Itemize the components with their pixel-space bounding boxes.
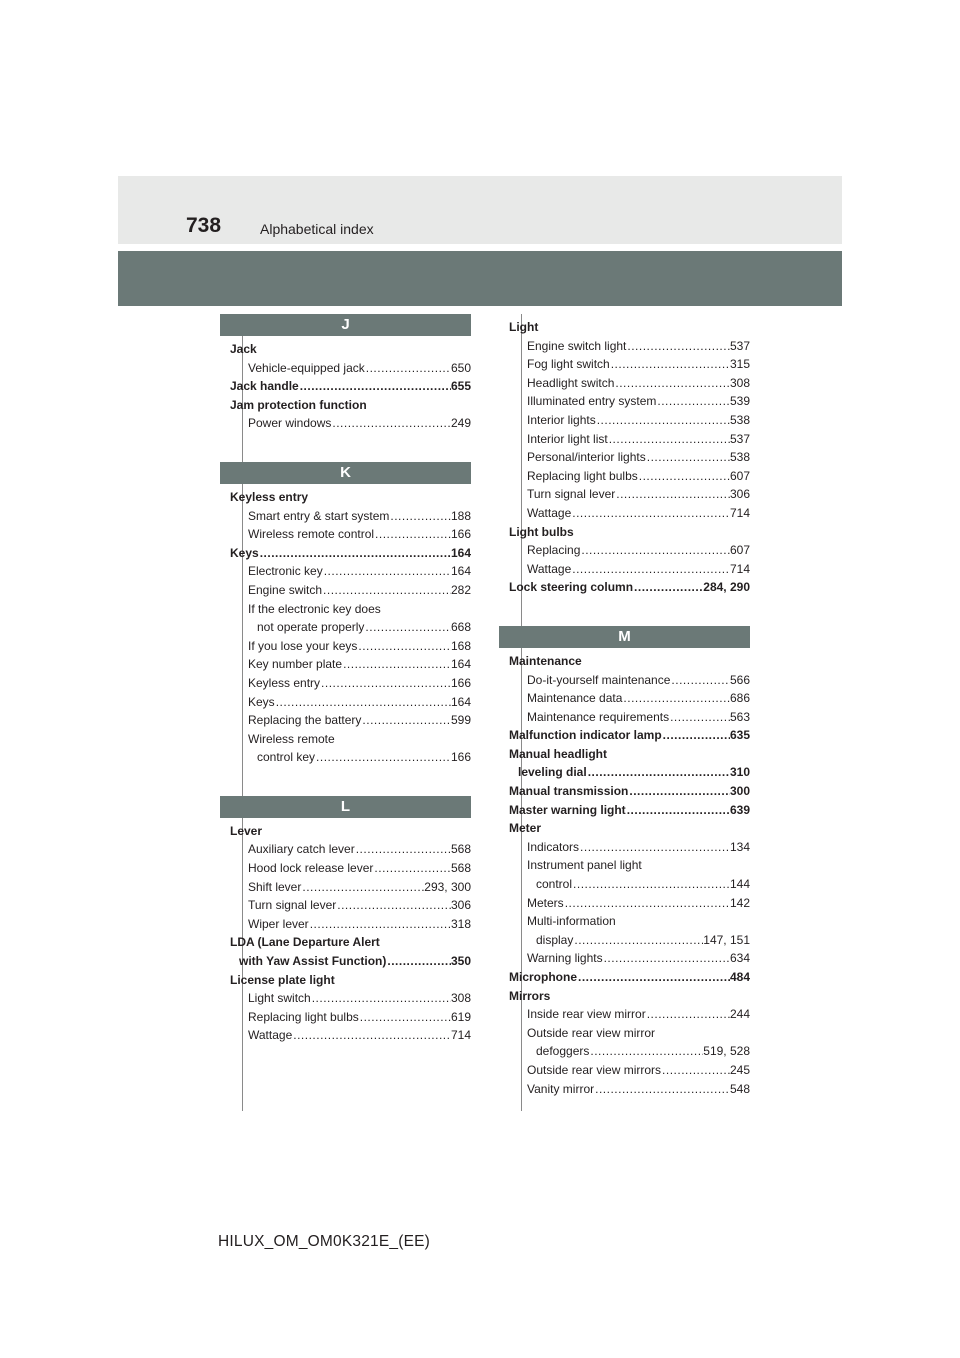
entry-text: Jam protection function — [230, 397, 367, 412]
entry-text: Replacing light bulbs — [527, 468, 638, 483]
dot-leader — [626, 801, 730, 820]
dot-leader — [322, 581, 451, 600]
page-reference: 484 — [729, 970, 750, 984]
index-subentry — [499, 448, 750, 467]
entry-text: Maintenance — [509, 653, 582, 668]
page-reference: 168 — [450, 638, 471, 653]
page-reference: 315 — [729, 357, 750, 372]
entry-text: Keys — [230, 545, 259, 560]
page-reference: 318 — [450, 916, 471, 931]
dot-leader — [626, 337, 730, 356]
entry-text: Wattage — [248, 1028, 293, 1043]
index-entry — [220, 340, 471, 359]
page-reference: 538 — [729, 450, 750, 465]
entry-text: Engine switch — [248, 582, 323, 597]
entry-text: Key number plate — [248, 657, 343, 672]
entry-text: Vanity mirror — [527, 1081, 595, 1096]
dot-leader — [361, 711, 451, 730]
page-reference: 668 — [450, 620, 471, 635]
page-reference: 164 — [450, 657, 471, 672]
index-subentry — [220, 896, 471, 915]
page-reference: 539 — [729, 394, 750, 409]
index-subentry — [220, 507, 471, 526]
page-reference: 568 — [450, 861, 471, 876]
index-entry — [220, 377, 471, 396]
index-subentry — [499, 374, 750, 393]
index-entry — [499, 726, 750, 745]
dot-leader — [355, 840, 451, 859]
dot-leader — [589, 1042, 703, 1061]
entry-text: Multi-information — [527, 914, 616, 929]
index-subentry — [499, 504, 750, 523]
dot-leader — [374, 525, 451, 544]
section-gap — [220, 433, 471, 462]
index-subentry — [220, 600, 471, 619]
page-reference: 619 — [450, 1009, 471, 1024]
page-reference: 308 — [450, 991, 471, 1006]
entry-text: Do-it-yourself maintenance — [527, 672, 671, 687]
index-subentry — [499, 1024, 750, 1043]
index-subentry — [220, 915, 471, 934]
page-reference: 607 — [729, 543, 750, 558]
entry-text: Interior light list — [527, 431, 608, 446]
page-reference: 350 — [450, 954, 471, 969]
entry-text: Electronic key — [248, 564, 323, 579]
dot-leader — [628, 782, 730, 801]
dot-leader — [579, 838, 730, 857]
entry-text: Fog light switch — [527, 357, 610, 372]
dot-leader — [646, 448, 730, 467]
page-reference: 568 — [450, 842, 471, 857]
index-subentry — [220, 1026, 471, 1045]
entry-text: Hood lock release lever — [248, 861, 374, 876]
index-subentry — [499, 912, 750, 931]
entry-text: Inside rear view mirror — [527, 1007, 646, 1022]
page-reference: 563 — [729, 709, 750, 724]
index-subentry — [499, 689, 750, 708]
index-subentry — [499, 949, 750, 968]
page-reference: 519, 528 — [703, 1044, 750, 1059]
index-subentry — [220, 859, 471, 878]
index-subentry — [499, 856, 750, 875]
page-reference: 686 — [729, 691, 750, 706]
page-reference: 166 — [450, 527, 471, 542]
dot-leader — [662, 726, 730, 745]
dot-leader — [331, 414, 451, 433]
dot-leader — [359, 1008, 451, 1027]
page-reference: 306 — [729, 487, 750, 502]
entry-text: Maintenance requirements — [527, 709, 670, 724]
entry-text: Light switch — [248, 991, 311, 1006]
page-reference: 639 — [729, 802, 750, 817]
dot-leader — [320, 674, 451, 693]
page-reference: 599 — [450, 713, 471, 728]
entry-text: Master warning light — [509, 802, 626, 817]
dot-leader — [603, 949, 730, 968]
index-subentry — [220, 1008, 471, 1027]
page-reference: 634 — [729, 951, 750, 966]
dot-leader — [661, 1061, 730, 1080]
index-subentry — [499, 1080, 750, 1099]
page-reference: 249 — [450, 416, 471, 431]
page-reference: 144 — [729, 877, 750, 892]
page-reference: 714 — [729, 505, 750, 520]
entry-text: Instrument panel light — [527, 858, 642, 873]
dot-leader — [670, 671, 730, 690]
page-reference: 538 — [729, 412, 750, 427]
index-entry — [499, 745, 750, 764]
page-reference: 164 — [450, 694, 471, 709]
index-subentry — [499, 411, 750, 430]
dot-leader — [633, 578, 703, 597]
dot-leader — [311, 989, 451, 1008]
index-subentry — [499, 1061, 750, 1080]
entry-text: Vehicle-equipped jack — [248, 360, 365, 375]
index-subentry — [499, 875, 750, 894]
page-reference: 650 — [450, 360, 471, 375]
page-reference: 537 — [729, 338, 750, 353]
dot-leader — [614, 374, 730, 393]
entry-text: Jack — [230, 342, 257, 356]
entry-text: Warning lights — [527, 951, 603, 966]
index-subentry — [220, 748, 471, 767]
index-subentry — [220, 637, 471, 656]
dot-leader — [594, 1080, 730, 1099]
dot-leader — [299, 377, 451, 396]
dot-leader — [364, 618, 451, 637]
entry-text: Wireless remote control — [248, 527, 375, 542]
section-gap — [220, 767, 471, 796]
index-entry — [220, 971, 471, 990]
page-reference: 714 — [729, 561, 750, 576]
index-subentry — [499, 1042, 750, 1061]
entry-text: Keys — [248, 694, 275, 709]
index-subentry — [499, 671, 750, 690]
dot-leader — [580, 541, 730, 560]
index-subentry — [499, 430, 750, 449]
dot-leader — [309, 915, 451, 934]
page-reference: 166 — [450, 675, 471, 690]
section-header: M — [499, 626, 750, 648]
entry-text: Turn signal lever — [248, 898, 337, 913]
entry-text: Personal/interior lights — [527, 450, 646, 465]
page-reference: 310 — [729, 765, 750, 780]
index-subentry — [220, 414, 471, 433]
dot-leader — [646, 1005, 730, 1024]
index-subentry — [220, 581, 471, 600]
dot-leader — [386, 952, 451, 971]
index-subentry — [220, 562, 471, 581]
page-reference: 166 — [450, 750, 471, 765]
dot-leader — [573, 931, 703, 950]
dot-leader — [587, 763, 730, 782]
index-subentry — [499, 894, 750, 913]
dot-leader — [622, 689, 730, 708]
dot-leader — [275, 693, 451, 712]
page-reference: 293, 300 — [424, 879, 471, 894]
dot-leader — [571, 560, 730, 579]
index-subentry — [220, 730, 471, 749]
page-reference: 284, 290 — [703, 580, 750, 595]
entry-text: Indicators — [527, 839, 580, 854]
entry-text: Manual transmission — [509, 784, 629, 799]
dot-leader — [596, 411, 730, 430]
dot-leader — [342, 655, 451, 674]
entry-text: with Yaw Assist Function) — [239, 954, 387, 969]
page-number: 738 — [186, 214, 222, 237]
index-entry — [220, 488, 471, 507]
index-entry — [499, 318, 750, 337]
dot-leader — [577, 968, 730, 987]
index-entry — [499, 819, 750, 838]
entry-text: Replacing — [527, 543, 581, 558]
index-subentry — [499, 838, 750, 857]
dot-leader — [259, 544, 451, 563]
entry-text: Engine switch light — [527, 338, 627, 353]
page-reference: 306 — [450, 898, 471, 913]
header-band — [118, 176, 842, 244]
dot-leader — [610, 355, 730, 374]
entry-text: Mirrors — [509, 988, 551, 1003]
entry-text: Manual headlight — [509, 746, 608, 761]
section-header: J — [220, 314, 471, 336]
page-reference: 134 — [729, 839, 750, 854]
entry-text: Light bulbs — [509, 524, 574, 539]
page-reference: 566 — [729, 672, 750, 687]
index-subentry — [499, 1005, 750, 1024]
page-reference: 308 — [729, 375, 750, 390]
index-subentry — [220, 989, 471, 1008]
page-reference: 164 — [450, 545, 471, 560]
index-entry — [220, 822, 471, 841]
entry-text: Keyless entry — [248, 675, 321, 690]
index-subentry — [499, 931, 750, 950]
entry-text: leveling dial — [518, 765, 587, 780]
entry-text: display — [536, 932, 574, 947]
dot-leader — [389, 507, 451, 526]
entry-text: Outside rear view mirror — [527, 1025, 656, 1040]
page-reference: 714 — [450, 1028, 471, 1043]
index-column-left — [220, 314, 471, 1045]
index-subentry — [220, 655, 471, 674]
index-subentry — [220, 525, 471, 544]
dot-leader — [564, 894, 730, 913]
index-entry — [220, 933, 471, 952]
entry-text: Auxiliary catch lever — [248, 842, 355, 857]
section-header: L — [220, 796, 471, 818]
entry-text: control — [536, 877, 573, 892]
index-subentry — [220, 674, 471, 693]
entry-text: Turn signal lever — [527, 487, 616, 502]
page-reference: 164 — [450, 564, 471, 579]
page-reference: 282 — [450, 582, 471, 597]
entry-text: Light — [509, 320, 539, 334]
index-subentry — [220, 952, 471, 971]
entry-text: Outside rear view mirrors — [527, 1062, 662, 1077]
index-subentry — [499, 467, 750, 486]
dot-leader — [315, 748, 451, 767]
page-reference: 245 — [729, 1062, 750, 1077]
index-subentry — [220, 618, 471, 637]
entry-text: Malfunction indicator lamp — [509, 728, 662, 743]
page-reference: 635 — [729, 728, 750, 743]
header-bar — [118, 251, 842, 306]
page-reference: 147, 151 — [703, 932, 750, 947]
index-entry — [499, 523, 750, 542]
entry-text: Meter — [509, 821, 542, 836]
dot-leader — [608, 430, 730, 449]
index-subentry — [220, 359, 471, 378]
index-subentry — [499, 392, 750, 411]
index-subentry — [499, 337, 750, 356]
entry-text: control key — [257, 750, 316, 765]
section-header: K — [220, 462, 471, 484]
index-subentry — [499, 560, 750, 579]
index-subentry — [220, 840, 471, 859]
dot-leader — [571, 504, 730, 523]
entry-text: Lever — [230, 823, 263, 838]
index-entry — [499, 652, 750, 671]
entry-text: LDA (Lane Departure Alert — [230, 935, 380, 950]
document-id: HILUX_OM_OM0K321E_(EE) — [218, 1233, 431, 1250]
entry-text: not operate properly — [257, 620, 365, 635]
index-entry — [499, 578, 750, 597]
entry-text: Smart entry & start system — [248, 508, 390, 523]
index-subentry — [499, 708, 750, 727]
index-subentry — [220, 711, 471, 730]
dot-leader — [615, 485, 730, 504]
index-subentry — [499, 763, 750, 782]
dot-leader — [373, 859, 451, 878]
entry-text: Maintenance data — [527, 691, 623, 706]
entry-text: Wiper lever — [248, 916, 309, 931]
entry-text: If you lose your keys — [248, 638, 358, 653]
entry-text: Interior lights — [527, 412, 596, 427]
dot-leader — [365, 359, 451, 378]
index-entry — [220, 544, 471, 563]
entry-text: License plate light — [230, 972, 335, 987]
entry-text: defoggers — [536, 1044, 590, 1059]
entry-text: Shift lever — [248, 879, 302, 894]
page-title: Alphabetical index — [260, 221, 374, 237]
page-reference: 548 — [729, 1081, 750, 1096]
index-entry — [499, 987, 750, 1006]
entry-text: Replacing the battery — [248, 713, 362, 728]
index-entry — [499, 968, 750, 987]
entry-text: Power windows — [248, 416, 332, 431]
dot-leader — [336, 896, 451, 915]
page-reference: 537 — [729, 431, 750, 446]
dot-leader — [572, 875, 730, 894]
index-subentry — [220, 693, 471, 712]
entry-text: If the electronic key does — [248, 601, 381, 616]
page-reference: 607 — [729, 468, 750, 483]
page-reference: 655 — [450, 379, 471, 394]
entry-text: Lock steering column — [509, 580, 634, 595]
index-entry — [499, 782, 750, 801]
page-reference: 142 — [729, 895, 750, 910]
index-subentry — [499, 355, 750, 374]
entry-text: Wattage — [527, 561, 572, 576]
index-column-right — [499, 318, 750, 1098]
index-entry — [499, 801, 750, 820]
page-reference: 188 — [450, 508, 471, 523]
dot-leader — [301, 878, 424, 897]
index-subentry — [499, 541, 750, 560]
entry-text: Microphone — [509, 970, 577, 984]
dot-leader — [669, 708, 730, 727]
dot-leader — [638, 467, 730, 486]
entry-text: Wireless remote — [248, 731, 335, 746]
entry-text: Wattage — [527, 505, 572, 520]
entry-text: Illuminated entry system — [527, 394, 657, 409]
index-subentry — [499, 485, 750, 504]
entry-text: Keyless entry — [230, 489, 309, 504]
page-reference: 300 — [729, 784, 750, 799]
entry-text: Headlight switch — [527, 375, 615, 390]
dot-leader — [292, 1026, 451, 1045]
dot-leader — [656, 392, 730, 411]
dot-leader — [323, 562, 451, 581]
dot-leader — [357, 637, 451, 656]
index-subentry — [220, 878, 471, 897]
entry-text: Replacing light bulbs — [248, 1009, 359, 1024]
entry-text: Meters — [527, 895, 564, 910]
entry-text: Jack handle — [230, 379, 299, 394]
index-entry — [220, 396, 471, 415]
page-reference: 244 — [729, 1007, 750, 1022]
section-gap — [499, 597, 750, 626]
